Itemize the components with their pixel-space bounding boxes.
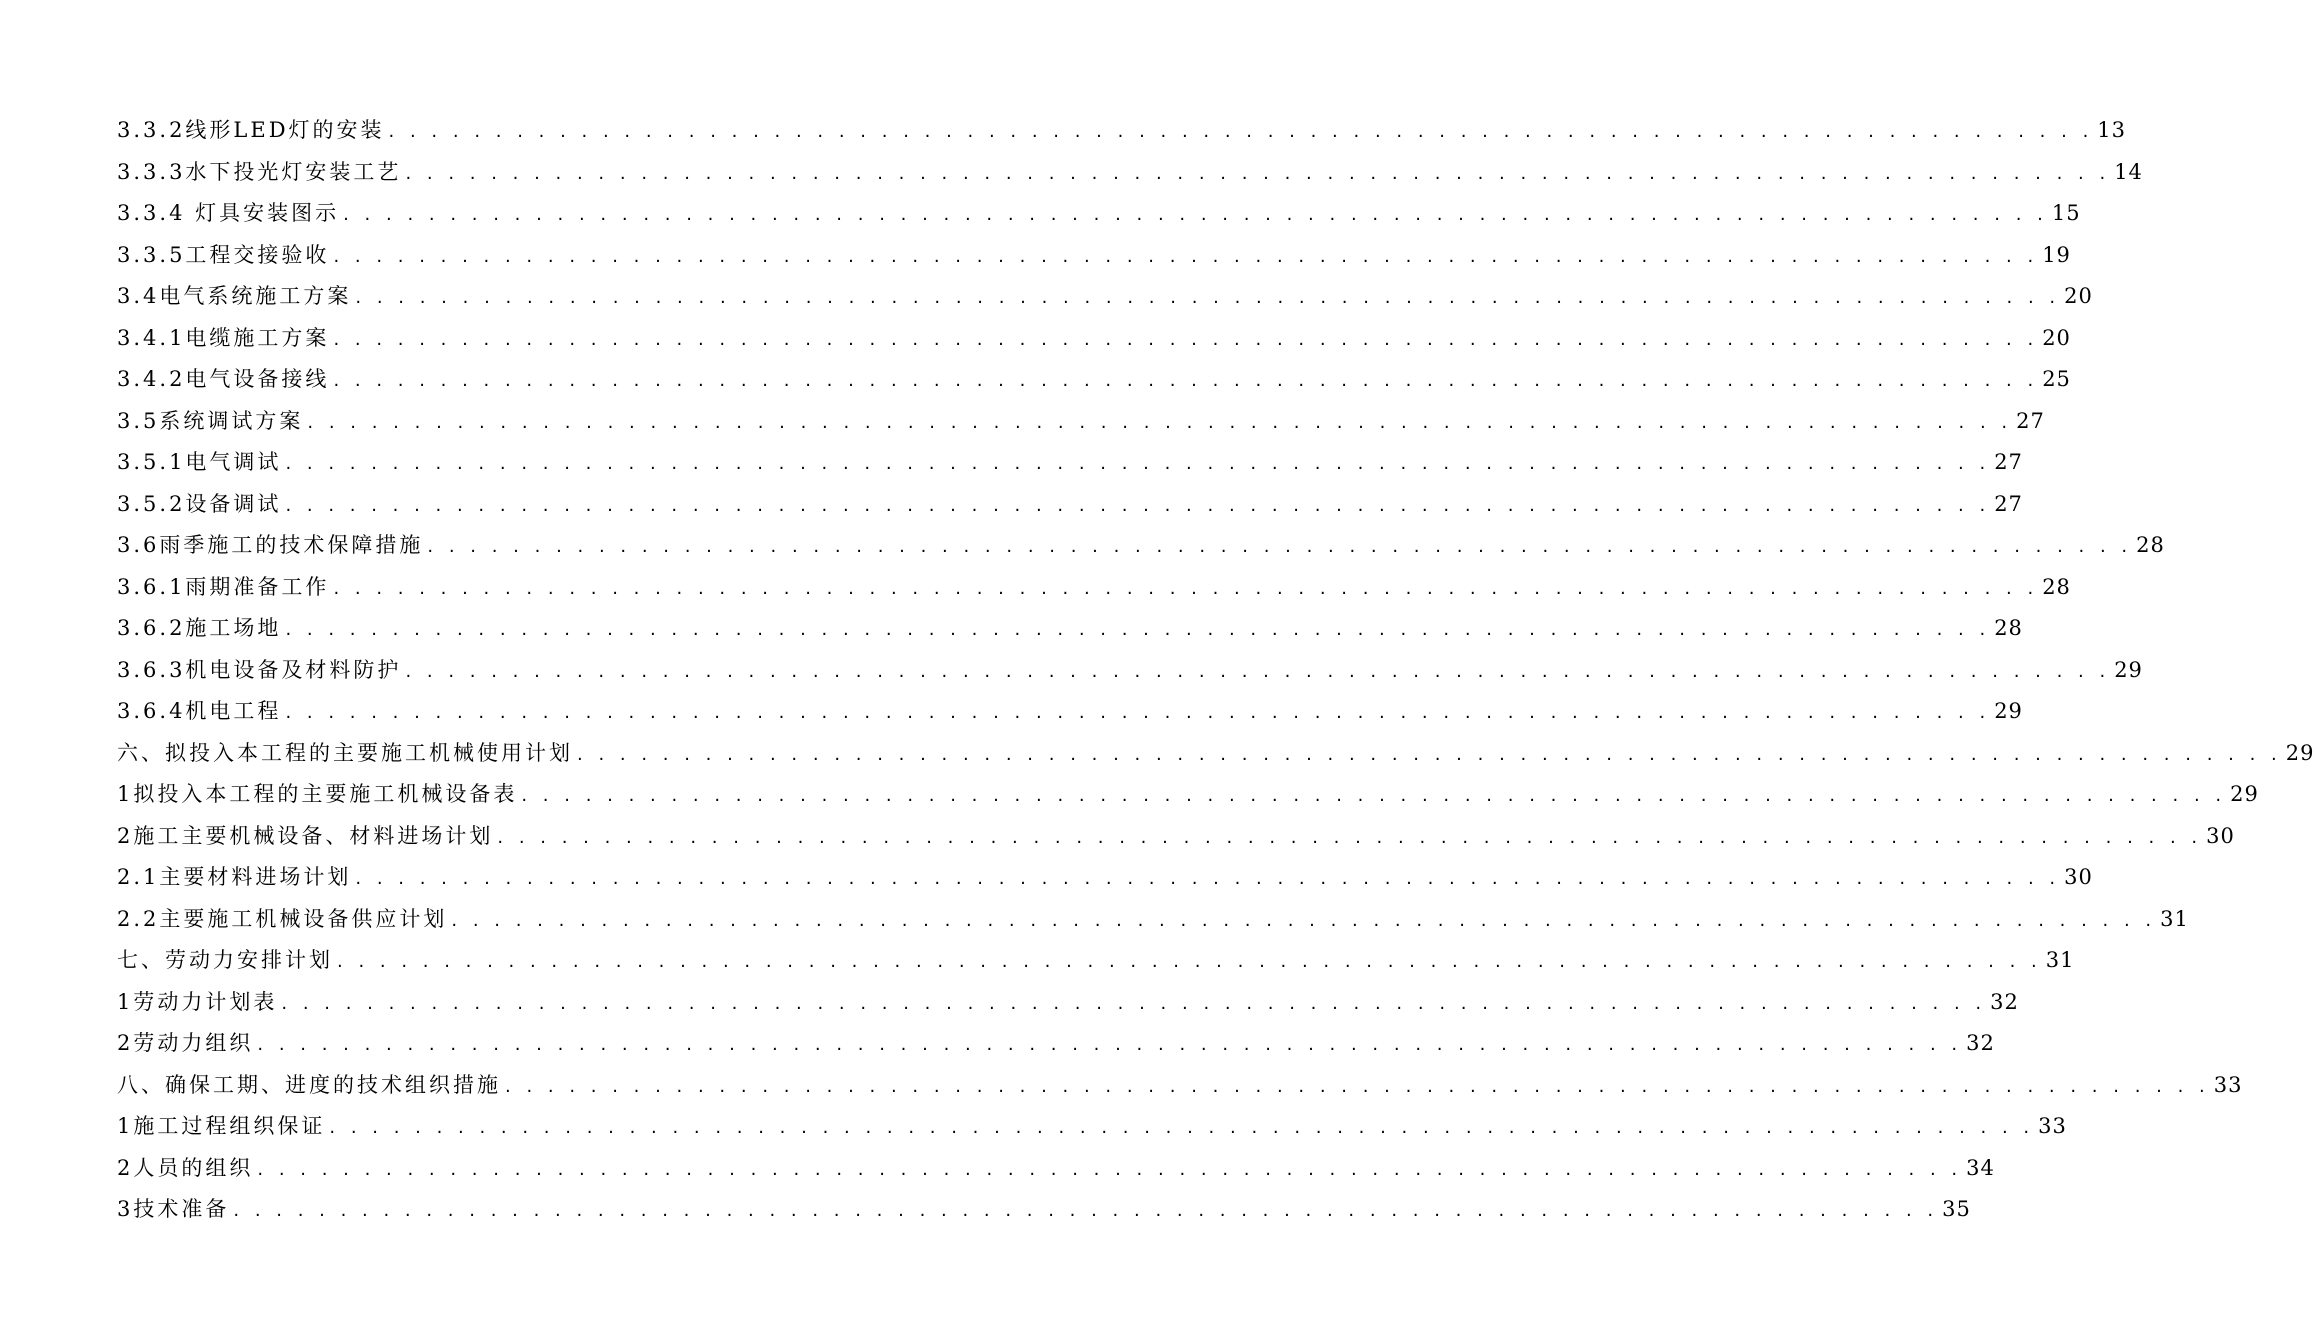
toc-entry-title: 3.6.4机电工程 — [117, 699, 282, 723]
toc-entry-page-number: 29 — [1994, 699, 2023, 723]
toc-dot-leader: . . . . . . . . . . . . . . . . . . . . . . . . . . . . . . . . . . . . . . . . . . . . . . . . . . . . . . . . . . . . . . . . . . . . . . . . . . . . . . . . — [257, 1034, 1963, 1055]
toc-entry-title: 2劳动力组织 — [117, 1031, 254, 1055]
toc-dot-leader: . . . . . . . . . . . . . . . . . . . . . . . . . . . . . . . . . . . . . . . . . . . . . . . . . . . . . . . . . . . . . . . . . . . . . . . . . . . . . . . . — [451, 909, 2157, 931]
toc-entry[interactable] — [117, 525, 2165, 567]
toc-entry-page-number: 30 — [2206, 823, 2235, 848]
toc-entry-page-number: 28 — [2042, 574, 2071, 599]
toc-entry-title: 2人员的组织 — [117, 1155, 254, 1180]
toc-entry[interactable] — [117, 1148, 1995, 1190]
toc-dot-leader: . . . . . . . . . . . . . . . . . . . . . . . . . . . . . . . . . . . . . . . . . . . . . . . . . . . . . . . . . . . . . . . . . . . . . . . . . . . . . . . . — [505, 1075, 2210, 1097]
table-of-contents — [117, 110, 2314, 1231]
toc-dot-leader: . . . . . . . . . . . . . . . . . . . . . . . . . . . . . . . . . . . . . . . . . . . . . . . . . . . . . . . . . . . . . . . . . . . . . . . . . . . . . . . . — [333, 328, 2039, 350]
toc-entry[interactable] — [117, 152, 2143, 194]
toc-entry-page-number: 28 — [2136, 533, 2165, 557]
toc-dot-leader: . . . . . . . . . . . . . . . . . . . . . . . . . . . . . . . . . . . . . . . . . . . . . . . . . . . . . . . . . . . . . . . . . . . . . . . . . . . . . . . . — [285, 702, 1991, 723]
toc-dot-leader: . . . . . . . . . . . . . . . . . . . . . . . . . . . . . . . . . . . . . . . . . . . . . . . . . . . . . . . . . . . . . . . . . . . . . . . . . . . . . . . . — [427, 536, 2133, 557]
toc-entry[interactable] — [117, 650, 2143, 692]
toc-entry-title: 3.6.1雨期准备工作 — [117, 574, 330, 599]
toc-entry[interactable] — [117, 1106, 2067, 1148]
toc-entry-title: 3.3.3水下投光灯安装工艺 — [117, 159, 402, 184]
toc-entry-page-number: 27 — [1994, 491, 2023, 516]
toc-entry-title: 1施工过程组织保证 — [117, 1114, 326, 1138]
toc-dot-leader: . . . . . . . . . . . . . . . . . . . . . . . . . . . . . . . . . . . . . . . . . . . . . . . . . . . . . . . . . . . . . . . . . . . . . . . . . . . . . . . . — [333, 245, 2039, 267]
toc-dot-leader: . . . . . . . . . . . . . . . . . . . . . . . . . . . . . . . . . . . . . . . . . . . . . . . . . . . . . . . . . . . . . . . . . . . . . . . . . . . . . . . . — [343, 204, 2048, 225]
toc-entry-page-number: 14 — [2114, 159, 2143, 184]
toc-entry-page-number: 29 — [2285, 740, 2314, 765]
toc-entry-page-number: 27 — [1994, 450, 2023, 474]
toc-entry-page-number: 34 — [1966, 1155, 1995, 1180]
toc-entry[interactable] — [117, 442, 2023, 484]
toc-entry-page-number: 31 — [2160, 906, 2189, 931]
toc-entry-page-number: 35 — [1942, 1197, 1971, 1221]
toc-entry-page-number: 28 — [1994, 616, 2023, 640]
toc-entry-page-number: 29 — [2114, 657, 2143, 682]
toc-entry-title: 3.6.3机电设备及材料防护 — [117, 657, 402, 682]
toc-entry-title: 2施工主要机械设备、材料进场计划 — [117, 823, 494, 848]
toc-entry-title: 3.6.2施工场地 — [117, 616, 282, 640]
toc-entry-title: 3技术准备 — [117, 1197, 230, 1221]
toc-entry-page-number: 27 — [2016, 408, 2045, 433]
toc-entry-page-number: 15 — [2051, 201, 2081, 225]
toc-entry-title: 3.4.2电气设备接线 — [117, 367, 330, 391]
toc-entry-page-number: 31 — [2045, 948, 2075, 972]
toc-entry-title: 3.4.1电缆施工方案 — [117, 325, 330, 350]
toc-dot-leader: . . . . . . . . . . . . . . . . . . . . . . . . . . . . . . . . . . . . . . . . . . . . . . . . . . . . . . . . . . . . . . . . . . . . . . . . . . . . . . . . — [333, 577, 2039, 599]
toc-entry[interactable] — [117, 1065, 2243, 1107]
toc-entry-title: 3.3.4 灯具安装图示 — [117, 201, 340, 225]
toc-entry-page-number: 25 — [2042, 367, 2071, 391]
toc-entry-title: 3.3.2线形LED灯的安装 — [117, 118, 385, 142]
toc-entry-title: 3.5.2设备调试 — [117, 491, 282, 516]
toc-dot-leader: . . . . . . . . . . . . . . . . . . . . . . . . . . . . . . . . . . . . . . . . . . . . . . . . . . . . . . . . . . . . . . . . . . . . . . . . . . . . . . . . — [257, 1158, 1963, 1180]
toc-entry[interactable] — [117, 940, 2075, 982]
toc-dot-leader: . . . . . . . . . . . . . . . . . . . . . . . . . . . . . . . . . . . . . . . . . . . . . . . . . . . . . . . . . . . . . . . . . . . . . . . . . . . . . . . . — [355, 868, 2061, 889]
toc-entry[interactable] — [117, 484, 2023, 526]
toc-dot-leader: . . . . . . . . . . . . . . . . . . . . . . . . . . . . . . . . . . . . . . . . . . . . . . . . . . . . . . . . . . . . . . . . . . . . . . . . . . . . . . . . — [337, 951, 2042, 972]
toc-entry-title: 七、劳动力安排计划 — [117, 948, 333, 972]
toc-entry-title: 1劳动力计划表 — [117, 989, 278, 1014]
toc-entry[interactable] — [117, 401, 2045, 443]
toc-entry-page-number: 13 — [2097, 118, 2127, 142]
toc-entry[interactable] — [117, 193, 2081, 235]
toc-entry-page-number: 32 — [1990, 989, 2019, 1014]
toc-dot-leader: . . . . . . . . . . . . . . . . . . . . . . . . . . . . . . . . . . . . . . . . . . . . . . . . . . . . . . . . . . . . . . . . . . . . . . . . . . . . . . . . — [577, 743, 2282, 765]
toc-entry-page-number: 32 — [1966, 1031, 1995, 1055]
toc-entry-page-number: 20 — [2064, 284, 2093, 308]
toc-dot-leader: . . . . . . . . . . . . . . . . . . . . . . . . . . . . . . . . . . . . . . . . . . . . . . . . . . . . . . . . . . . . . . . . . . . . . . . . . . . . . . . . — [388, 121, 2094, 142]
toc-entry-title: 3.6雨季施工的技术保障措施 — [117, 533, 424, 557]
toc-entry-page-number: 29 — [2230, 782, 2259, 806]
toc-dot-leader: . . . . . . . . . . . . . . . . . . . . . . . . . . . . . . . . . . . . . . . . . . . . . . . . . . . . . . . . . . . . . . . . . . . . . . . . . . . . . . . . — [405, 660, 2111, 682]
toc-entry-title: 3.5系统调试方案 — [117, 408, 304, 433]
toc-dot-leader: . . . . . . . . . . . . . . . . . . . . . . . . . . . . . . . . . . . . . . . . . . . . . . . . . . . . . . . . . . . . . . . . . . . . . . . . . . . . . . . . — [285, 494, 1991, 516]
toc-entry[interactable] — [117, 567, 2071, 609]
toc-entry[interactable] — [117, 774, 2259, 816]
toc-dot-leader: . . . . . . . . . . . . . . . . . . . . . . . . . . . . . . . . . . . . . . . . . . . . . . . . . . . . . . . . . . . . . . . . . . . . . . . . . . . . . . . . — [329, 1117, 2035, 1138]
toc-dot-leader: . . . . . . . . . . . . . . . . . . . . . . . . . . . . . . . . . . . . . . . . . . . . . . . . . . . . . . . . . . . . . . . . . . . . . . . . . . . . . . . . — [333, 370, 2039, 391]
toc-entry[interactable] — [117, 235, 2071, 277]
toc-dot-leader: . . . . . . . . . . . . . . . . . . . . . . . . . . . . . . . . . . . . . . . . . . . . . . . . . . . . . . . . . . . . . . . . . . . . . . . . . . . . . . . . — [307, 411, 2013, 433]
toc-entry[interactable] — [117, 110, 2127, 152]
toc-entry[interactable] — [117, 691, 2023, 733]
toc-dot-leader: . . . . . . . . . . . . . . . . . . . . . . . . . . . . . . . . . . . . . . . . . . . . . . . . . . . . . . . . . . . . . . . . . . . . . . . . . . . . . . . . — [285, 453, 1991, 474]
toc-entry-page-number: 33 — [2213, 1072, 2243, 1097]
toc-entry-title: 2.1主要材料进场计划 — [117, 865, 352, 889]
toc-dot-leader: . . . . . . . . . . . . . . . . . . . . . . . . . . . . . . . . . . . . . . . . . . . . . . . . . . . . . . . . . . . . . . . . . . . . . . . . . . . . . . . . — [355, 287, 2061, 308]
toc-entry[interactable] — [117, 276, 2093, 318]
toc-dot-leader: . . . . . . . . . . . . . . . . . . . . . . . . . . . . . . . . . . . . . . . . . . . . . . . . . . . . . . . . . . . . . . . . . . . . . . . . . . . . . . . . — [285, 619, 1991, 640]
toc-entry[interactable] — [117, 1189, 1971, 1231]
toc-entry[interactable] — [117, 359, 2071, 401]
toc-entry[interactable] — [117, 982, 2019, 1024]
toc-entry-title: 3.5.1电气调试 — [117, 450, 282, 474]
toc-dot-leader: . . . . . . . . . . . . . . . . . . . . . . . . . . . . . . . . . . . . . . . . . . . . . . . . . . . . . . . . . . . . . . . . . . . . . . . . . . . . . . . . — [405, 162, 2111, 184]
toc-entry[interactable] — [117, 1023, 1995, 1065]
toc-entry[interactable] — [117, 608, 2023, 650]
toc-dot-leader: . . . . . . . . . . . . . . . . . . . . . . . . . . . . . . . . . . . . . . . . . . . . . . . . . . . . . . . . . . . . . . . . . . . . . . . . . . . . . . . . — [521, 785, 2227, 806]
toc-entry-title: 3.4电气系统施工方案 — [117, 284, 352, 308]
toc-entry[interactable] — [117, 899, 2189, 941]
toc-entry-page-number: 19 — [2042, 242, 2071, 267]
toc-entry[interactable] — [117, 816, 2235, 858]
toc-entry-title: 2.2主要施工机械设备供应计划 — [117, 906, 448, 931]
toc-entry-page-number: 30 — [2064, 865, 2093, 889]
toc-dot-leader: . . . . . . . . . . . . . . . . . . . . . . . . . . . . . . . . . . . . . . . . . . . . . . . . . . . . . . . . . . . . . . . . . . . . . . . . . . . . . . . . — [233, 1200, 1939, 1221]
toc-entry-page-number: 20 — [2042, 325, 2071, 350]
toc-entry[interactable] — [117, 857, 2093, 899]
toc-entry[interactable] — [117, 733, 2314, 775]
toc-entry-title: 六、拟投入本工程的主要施工机械使用计划 — [117, 740, 573, 765]
toc-dot-leader: . . . . . . . . . . . . . . . . . . . . . . . . . . . . . . . . . . . . . . . . . . . . . . . . . . . . . . . . . . . . . . . . . . . . . . . . . . . . . . . . — [497, 826, 2203, 848]
toc-entry-page-number: 33 — [2038, 1114, 2067, 1138]
toc-entry-title: 3.3.5工程交接验收 — [117, 242, 330, 267]
toc-entry-title: 1拟投入本工程的主要施工机械设备表 — [117, 782, 518, 806]
toc-dot-leader: . . . . . . . . . . . . . . . . . . . . . . . . . . . . . . . . . . . . . . . . . . . . . . . . . . . . . . . . . . . . . . . . . . . . . . . . . . . . . . . . — [281, 992, 1987, 1014]
toc-entry[interactable] — [117, 318, 2071, 360]
toc-entry-title: 八、确保工期、进度的技术组织措施 — [117, 1072, 501, 1097]
